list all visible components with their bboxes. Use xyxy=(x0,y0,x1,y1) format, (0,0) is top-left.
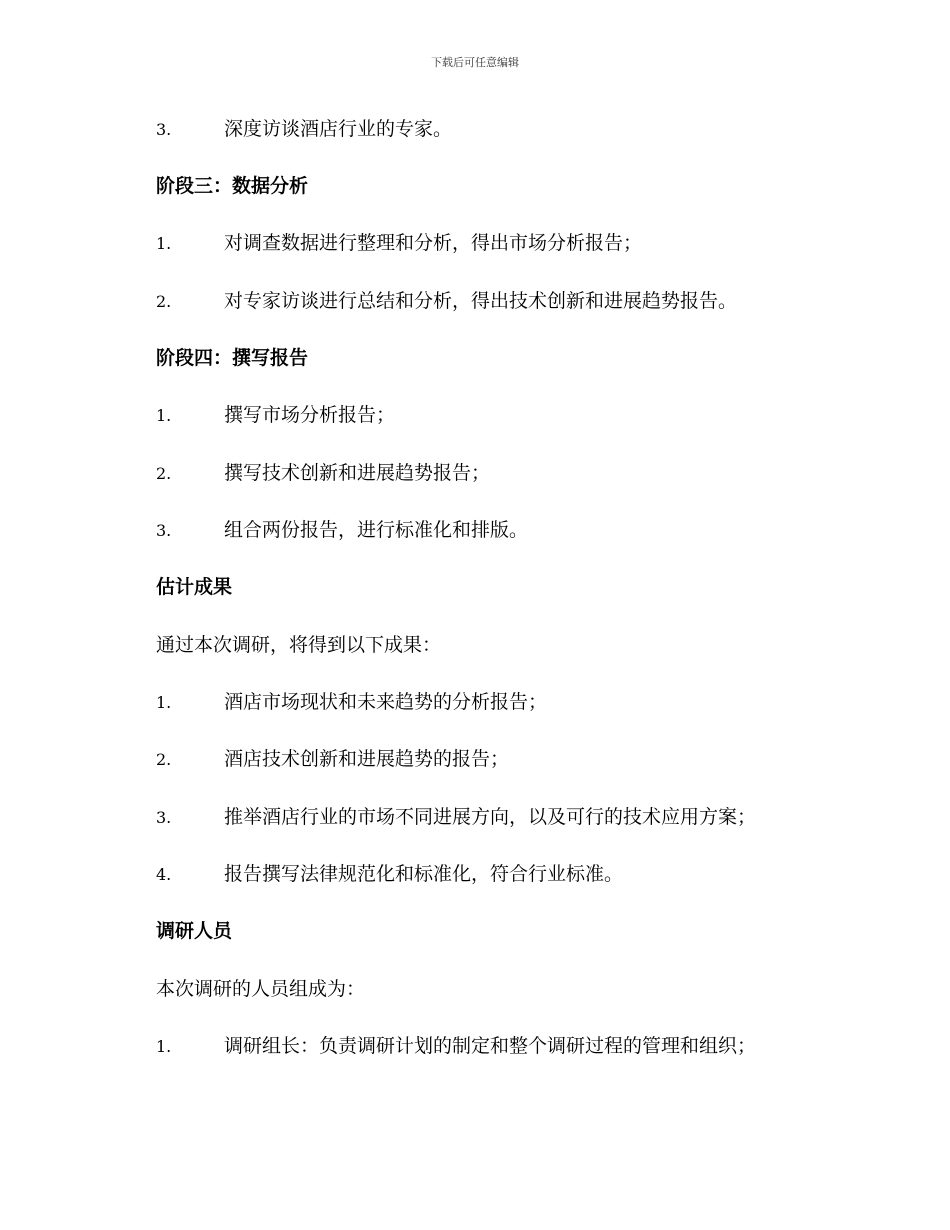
list-item-number: 2. xyxy=(156,464,172,483)
section-heading: 估计成果 xyxy=(156,576,233,598)
list-item-text: 酒店技术创新和进展趋势的报告； xyxy=(224,748,510,770)
list-item-text: 酒店市场现状和未来趋势的分析报告； xyxy=(224,691,548,713)
list-item-text: 推举酒店行业的市场不同进展方向，以及可行的技术应用方案； xyxy=(224,806,757,828)
list-item xyxy=(156,747,509,772)
section-heading: 调研人员 xyxy=(156,920,233,942)
list-item xyxy=(156,403,395,428)
list-item-number: 3. xyxy=(156,521,172,540)
list-item-number: 1. xyxy=(156,406,172,425)
list-item-text: 撰写技术创新和进展趋势报告； xyxy=(224,462,491,484)
list-item-text: 报告撰写法律规范化和标准化，符合行业标准。 xyxy=(224,863,624,885)
list-item-text: 撰写市场分析报告； xyxy=(224,404,396,426)
paragraph: 本次调研的人员组成为： xyxy=(156,978,366,1000)
list-item-text: 对专家访谈进行总结和分析，得出技术创新和进展趋势报告。 xyxy=(224,290,738,312)
section-heading: 阶段三：数据分析 xyxy=(156,175,309,197)
list-item-number: 1. xyxy=(156,234,172,253)
list-item-text: 组合两份报告，进行标准化和排版。 xyxy=(224,519,529,541)
list-item-number: 2. xyxy=(156,750,172,769)
list-item xyxy=(156,117,452,142)
page-header: 下载后可任意编辑 xyxy=(431,56,519,69)
list-item xyxy=(156,690,547,715)
list-item-number: 1. xyxy=(156,1037,172,1056)
list-item-number: 2. xyxy=(156,292,172,311)
list-item-text: 深度访谈酒店行业的专家。 xyxy=(224,118,453,140)
list-item-number: 1. xyxy=(156,693,172,712)
paragraph: 通过本次调研，将得到以下成果： xyxy=(156,634,442,656)
list-item xyxy=(156,1034,756,1059)
list-item xyxy=(156,461,490,486)
list-item xyxy=(156,289,737,314)
list-item xyxy=(156,805,756,830)
list-item-number: 3. xyxy=(156,120,172,139)
list-item-text: 对调查数据进行整理和分析，得出市场分析报告； xyxy=(224,232,643,254)
list-item-number: 4. xyxy=(156,865,172,884)
list-item-text: 调研组长：负责调研计划的制定和整个调研过程的管理和组织； xyxy=(224,1035,757,1057)
list-item xyxy=(156,518,528,543)
list-item xyxy=(156,231,642,256)
list-item-number: 3. xyxy=(156,808,172,827)
section-heading: 阶段四：撰写报告 xyxy=(156,347,309,369)
list-item xyxy=(156,862,623,887)
